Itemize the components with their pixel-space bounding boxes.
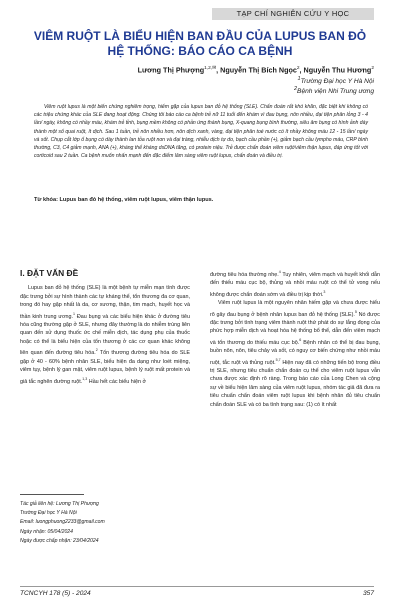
citation: 1	[72, 311, 75, 316]
title-line-2: HỆ THỐNG: BÁO CÁO CA BỆNH	[107, 44, 293, 58]
email: Email: luongphuong2233@gmail.com	[20, 519, 105, 526]
section-heading: I. ĐẶT VẤN ĐỀ	[20, 268, 79, 278]
author-1: Lương Thị Phượng	[137, 65, 205, 75]
affiliation-1	[20, 76, 374, 85]
citation: 3	[323, 289, 326, 294]
text-run: đường tiêu hóa thường nhẹ.	[210, 271, 279, 278]
correspondence-mark: ✉	[212, 66, 217, 71]
abstract: Viêm ruột lupus là một biến chứng nghiêm trọng, hiếm gặp của lupus ban đỏ hệ thống (SLE). Chẩn đoán rất khó khăn, đặc biệt khi không có các triệu chứng khác của SLE đang hoạt động. Chúng tôi báo cáo ca bệnh trẻ nữ 11 tuổi đến khám vì đau bụng, nôn nhiều, đại tiện phân lỏng 3 - 4 lần/ ngày, không có nhầy máu, khám trẻ tỉnh, bụng mềm không có phản ứng thành bụng, X-quang bụng bình thường, siêu âm bụng có hình ảnh dày thành một số quai ruột, ít dịch. Sau 1 tuần, trẻ nôn nhiều hơn, nôn dịch xanh, vàng, đại tiện phân toé nước có ít nhầy không máu 12 - 15 lần/ ngày và sốt. Chụp cắt lớp ổ bụng có dày thành lan tỏa ruột non và đại tràng, nhiễu dịch tự do, bạch cầu phần (+), giảm bạch cầu lympho máu, CRP bình thường, C3, C4 giảm mạnh, ANA (+), kháng thể kháng dsDNA tăng, có protein niệu. Trẻ được chẩn đoán viêm ruột/viêm thận lupus, đáp ứng tốt với corticoid sau 2 tuần. Ca bệnh muốn nhấn mạnh đến đặc điểm lâm sàng viêm ruột lupus, chẩn đoán và điều trị.	[34, 104, 368, 160]
affiliation-2	[20, 86, 374, 95]
received-date: Ngày nhận: 05/04/2024	[20, 528, 73, 535]
citation: 4	[278, 270, 281, 274]
journal-header: TẠP CHÍ NGHIÊN CỨU Y HỌC	[212, 8, 374, 20]
citation: 5,7	[275, 357, 281, 362]
footer-journal: TCNCYH 178 (5) - 2024	[20, 590, 91, 597]
affiliation-2-text: Bệnh viện Nhi Trung ương	[297, 88, 374, 96]
right-paragraph-1	[210, 268, 380, 299]
text-run: Hầu hết các biểu hiện ở	[87, 378, 146, 385]
text-run: Đau bụng và các biểu hiện khác ở đường tiêu hóa cũng thường gặp ở SLE, nhưng đây thường là do nhiễm trùng liên quan đến sử dụng thuốc ức chế miễn dịch, tác dụng phụ của thuốc hoặc có thể là biểu hiện của tổn thương ở các cơ quan khác không liên quan đến đường tiêu hóa.	[20, 313, 190, 357]
citation: 6	[299, 337, 302, 342]
corresponding-author: Tác giả liên hệ: Lương Thị Phượng	[20, 501, 99, 507]
author-3-sup: 2	[371, 66, 374, 71]
author-separator: ,	[299, 65, 304, 75]
citation: 1,3	[82, 376, 88, 381]
author-2: Nguyễn Thị Bích Ngọc	[220, 65, 297, 75]
citation: 5	[354, 309, 357, 314]
author-3: Nguyễn Thu Hương	[303, 65, 372, 75]
right-column	[210, 268, 380, 409]
affiliation-2-sup: 2	[293, 86, 298, 92]
title-line-1: VIÊM RUỘT LÀ BIỂU HIỆN BAN ĐẦU CỦA LUPUS BAN ĐỎ	[33, 29, 367, 43]
page-number: 357	[362, 590, 374, 597]
right-paragraph-2	[210, 299, 380, 409]
keywords: Từ khóa: Lupus ban đỏ hệ thống, viêm ruột lupus, viêm thận lupus.	[34, 197, 214, 203]
author-1-sup: 1,2,	[204, 66, 213, 71]
affiliation-1-sup: 1	[297, 76, 301, 82]
author-separator: ,	[216, 65, 221, 75]
citation: 2	[95, 348, 98, 353]
text-run: Tuy nhiên, viêm mạch và huyết khối dẫn đến thiếu máu cục bộ, thủng và nhồi máu ruột có thể tử vong nếu không được chẩn đoán sớm và điều trị kịp thời.	[210, 271, 380, 298]
footer-rule	[20, 586, 374, 587]
article-title	[20, 29, 380, 59]
text-run: Viêm ruột lupus là một nguyên nhân hiếm gặp và chưa được hiểu rõ gây đau bụng ở bệnh nhân lupus ban đỏ hệ thống (SLE).	[210, 300, 380, 318]
text-run: Lupus ban đỏ hệ thống (SLE) là một bệnh tự miễn mạn tính được đặc trưng bởi sự hình thành các tự kháng thể, tổn thương đa cơ quan, trong đó hay gặp nhất là da, cơ xương, thận, tim mạch, huyết học và thần kinh trung ương.	[20, 285, 190, 320]
authors-line	[20, 64, 374, 75]
footnote-separator	[20, 494, 84, 495]
author-2-sup: 2	[296, 66, 300, 71]
affiliation-1-text: Trường Đại học Y Hà Nội	[300, 78, 374, 86]
text-run: Nó được đặc trưng bởi tình trạng viêm thành ruột thứ phát do sự lắng đọng của phức hợp miễn dịch và hoạt hóa hệ thống bổ thể, dẫn đến viêm mạch và tổn thương do thiếu máu cục bộ.	[210, 311, 380, 346]
text-run: Bệnh nhân có thể bị đau bụng, buồn nôn, nôn, tiêu chảy và sốt, có nguy cơ biến chứng như nhồi máu ruột, tắc ruột và thủng ruột.	[210, 339, 380, 366]
article-meta	[20, 500, 190, 546]
text-run: Hiện nay đã có những tiến bộ trong điều trị SLE, nhưng tiêu chuẩn chẩn đoán cụ thể cho viêm ruột lupus vẫn chưa được xác định rõ ràng. Trong báo cáo của Long Chen và cộng sự về biểu hiện lâm sàng của viêm ruột lupus, nhóm tác giả đã đưa ra tiêu chuẩn chẩn đoán viêm ruột lupus khi bệnh nhân đủ tiêu chuẩn chẩn đoán SLE và có ba tình trạng sau: (1) có ít nhất	[210, 359, 380, 408]
accepted-date: Ngày được chấp nhận: 23/04/2024	[20, 537, 99, 544]
left-column	[20, 284, 190, 386]
institution: Trường Đại học Y Hà Nội	[20, 510, 77, 517]
intro-paragraph	[20, 284, 190, 386]
text-run: Tổn thương đường tiêu hóa do SLE gặp ở 40 - 60% bệnh nhân SLE, biểu hiện đa dạng như loét miệng, viêm tụy, bệnh lý gan mật, viêm ruột lupus, bệnh lý ruột mất protein và giả tắc nghẽn đường ruột.	[20, 350, 191, 385]
